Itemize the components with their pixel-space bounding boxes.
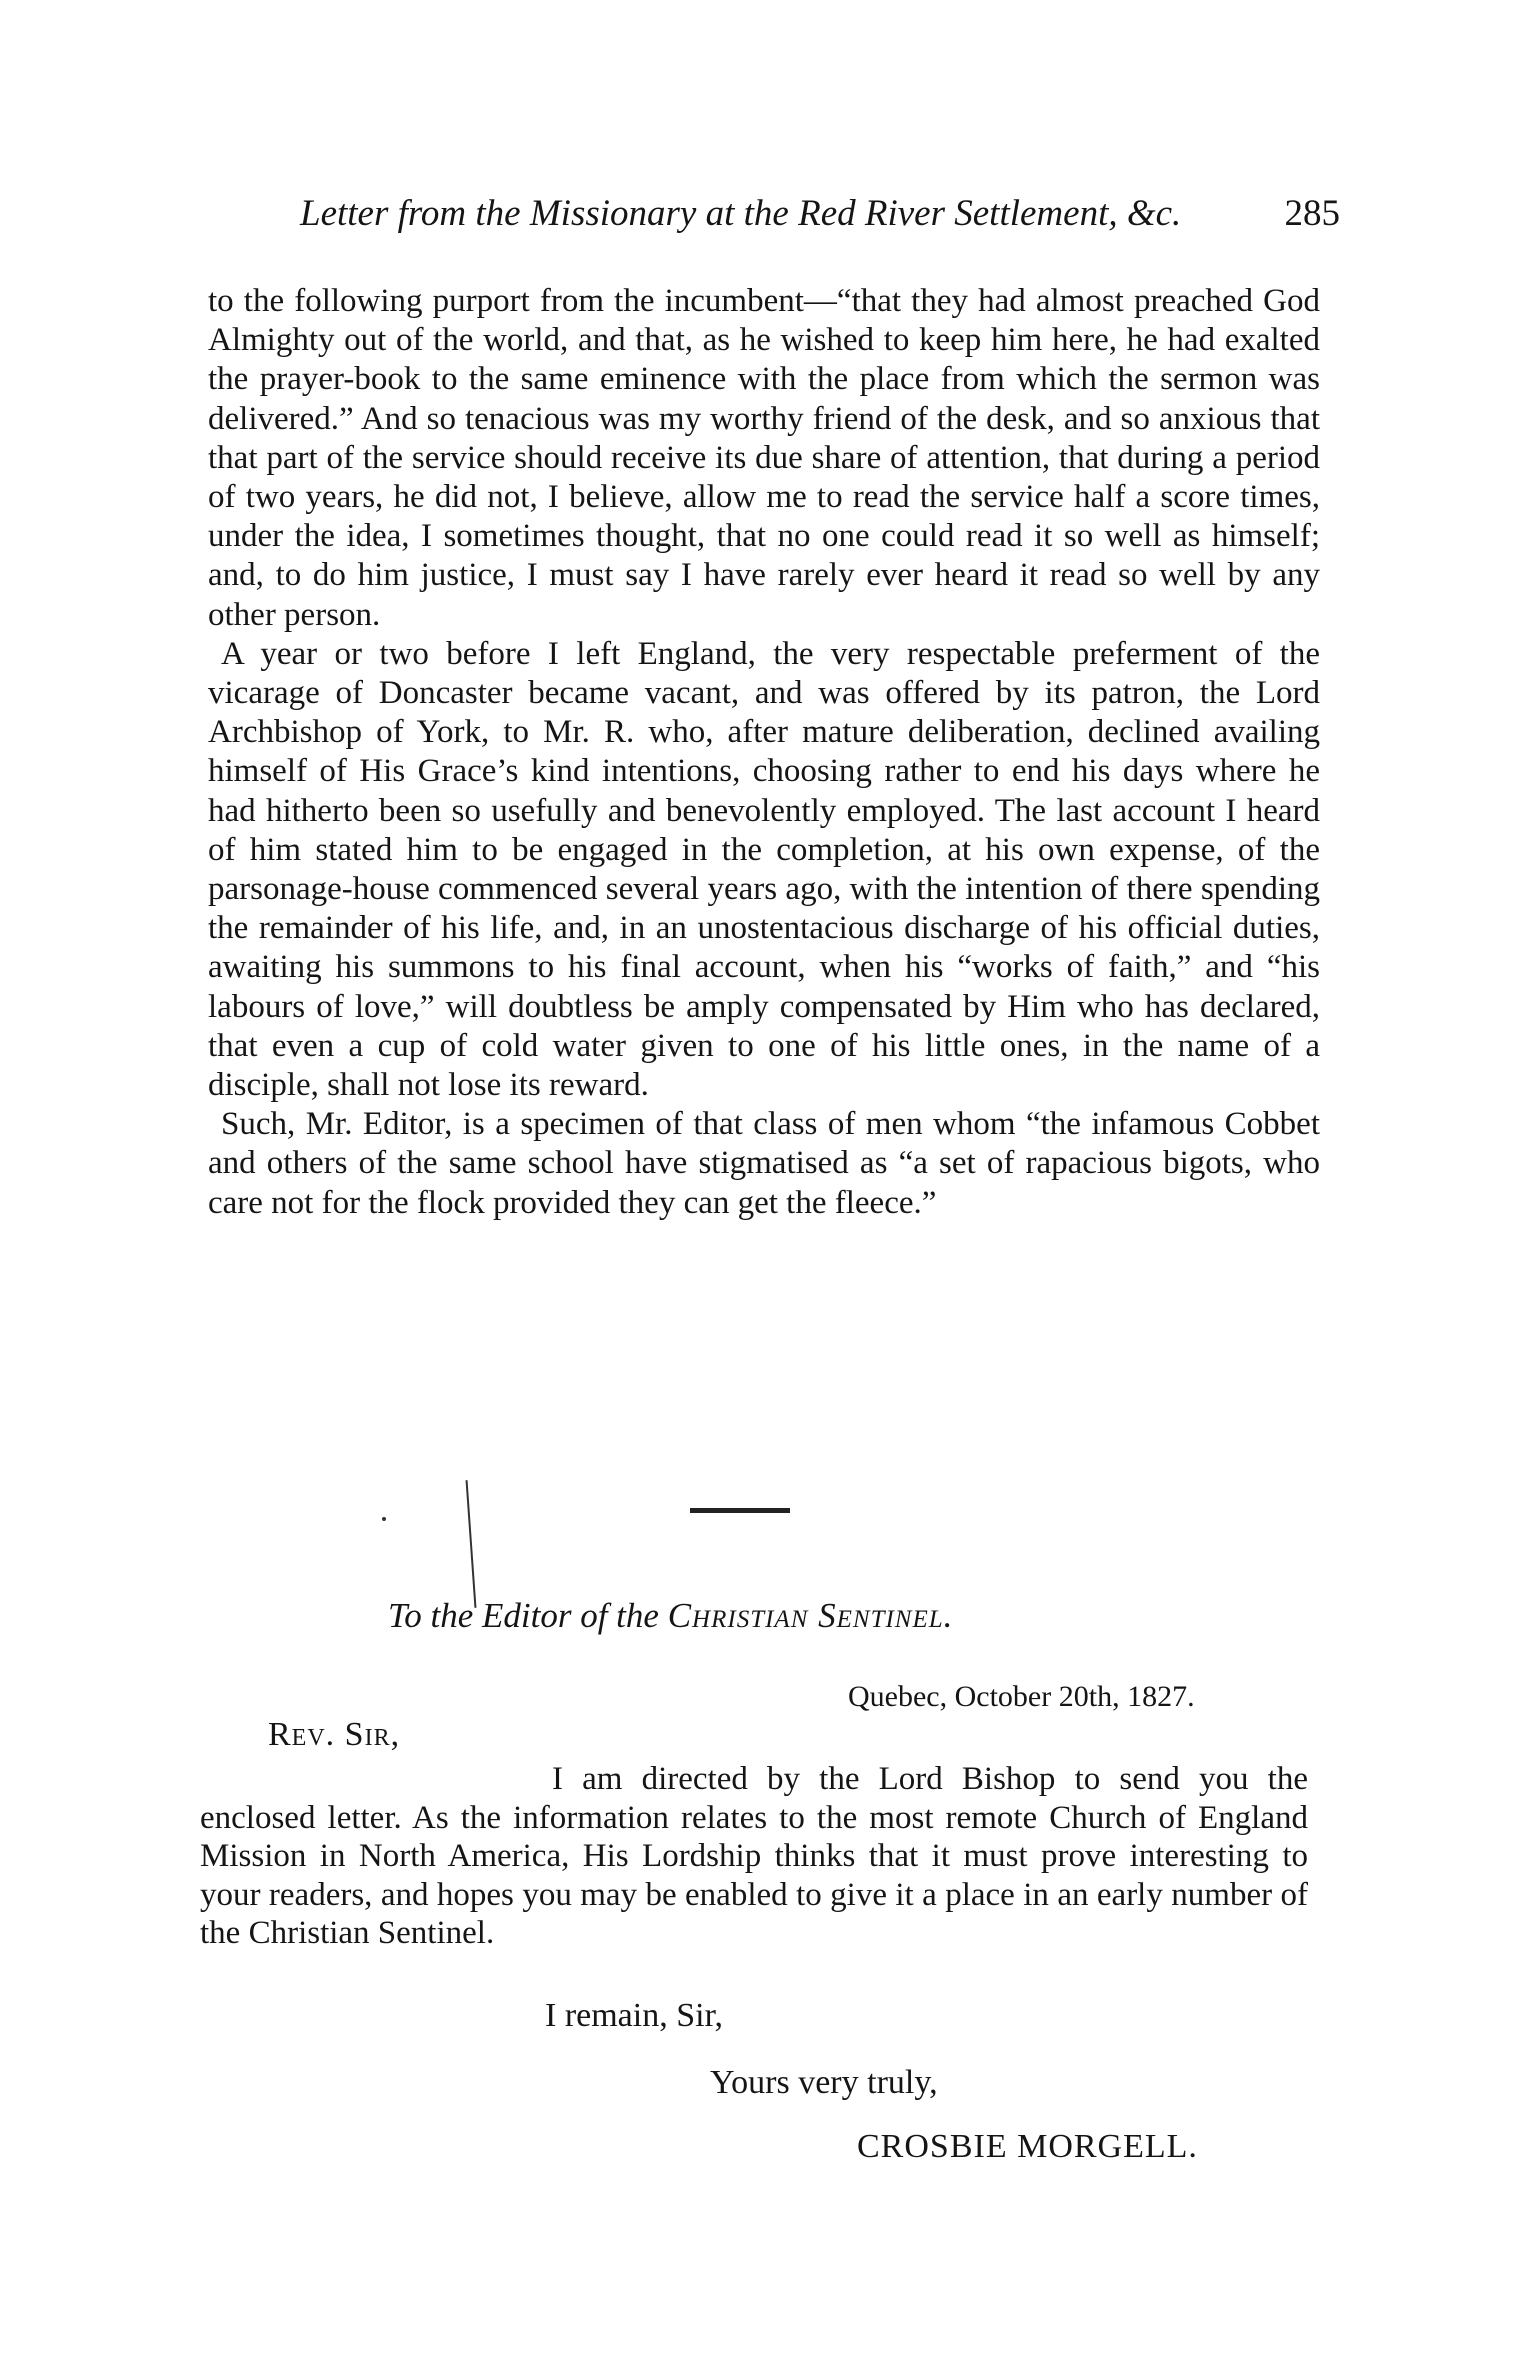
letter-signature: CROSBIE MORGELL. [857, 2128, 1198, 2165]
letter-dateline: Quebec, October 20th, 1827. [848, 1680, 1195, 1713]
ink-stroke-mark [466, 1480, 477, 1608]
section-divider-rule [690, 1508, 790, 1513]
running-head-title: Letter from the Missionary at the Red River Settlement, &c. [300, 193, 1182, 234]
letter-valediction: Yours very truly, [710, 2064, 938, 2101]
letter-paragraph: I am directed by the Lord Bishop to send you the enclosed letter. As the information relates to the most remote Church of England Mission in North America, His Lordship thinks that it must prove interesting to your readers, and hopes you may be enabled to give it a place in an early number of the Christian Sentinel. [200, 1761, 1308, 1952]
ink-dot-mark [382, 1517, 386, 1521]
article-paragraph: A year or two before I left England, the very respectable preferment of the vicarage of Doncaster became vacant, and was offered by its patron, the Lord Archbishop of York, to Mr. R. who, after mature deliberation, declined availing himself of His Grace’s kind intentions, choosing rather to end his days where he had hitherto been so usefully and benevolently employed. The last account I heard of him stated him to be engaged in the completion, at his own expense, of the parsonage-house commenced several years ago, with the intention of there spending the remainder of his life, and, in an unostentacious discharge of his official duties, awaiting his summons to his final account, when his “works of faith,” and “his labours of love,” will doubtless be amply compensated by Him who has declared, that even a cup of cold water given to one of his little ones, in the name of a disciple, shall not lose its reward. [208, 635, 1320, 1104]
page-number: 285 [1284, 193, 1340, 234]
letter-salutation: Rev. Sir, [268, 1716, 401, 1753]
article-paragraph: Such, Mr. Editor, is a specimen of that class of men whom “the infamous Cobbet and others of the same school have stigmatised as “a set of rapacious bigots, who care not for the flock provided they can get the fleece.” [208, 1106, 1320, 1221]
article-text [208, 282, 1320, 1223]
letter-heading-prefix: To the Editor of the [388, 1596, 659, 1635]
publication-name: Christian Sentinel. [667, 1596, 954, 1635]
letter-closing: I remain, Sir, [545, 1997, 724, 2034]
article-paragraph: to the following purport from the incumbent—“that they had almost preached God Almighty out of the world, and that, as he wished to keep him here, he had exalted the prayer-book to the same eminence with the place from which the sermon was delivered.” And so tenacious was my worthy friend of the desk, and so anxious that that part of the service should receive its due share of attention, that during a period of two years, he did not, I believe, allow me to read the service half a score times, under the idea, I sometimes thought, that no one could read it so well as himself; and, to do him justice, I must say I have rarely ever heard it read so well by any other person. [208, 283, 1320, 633]
letter-heading [388, 1596, 953, 1636]
letter-body [200, 1760, 1308, 1953]
running-head [300, 192, 1340, 235]
